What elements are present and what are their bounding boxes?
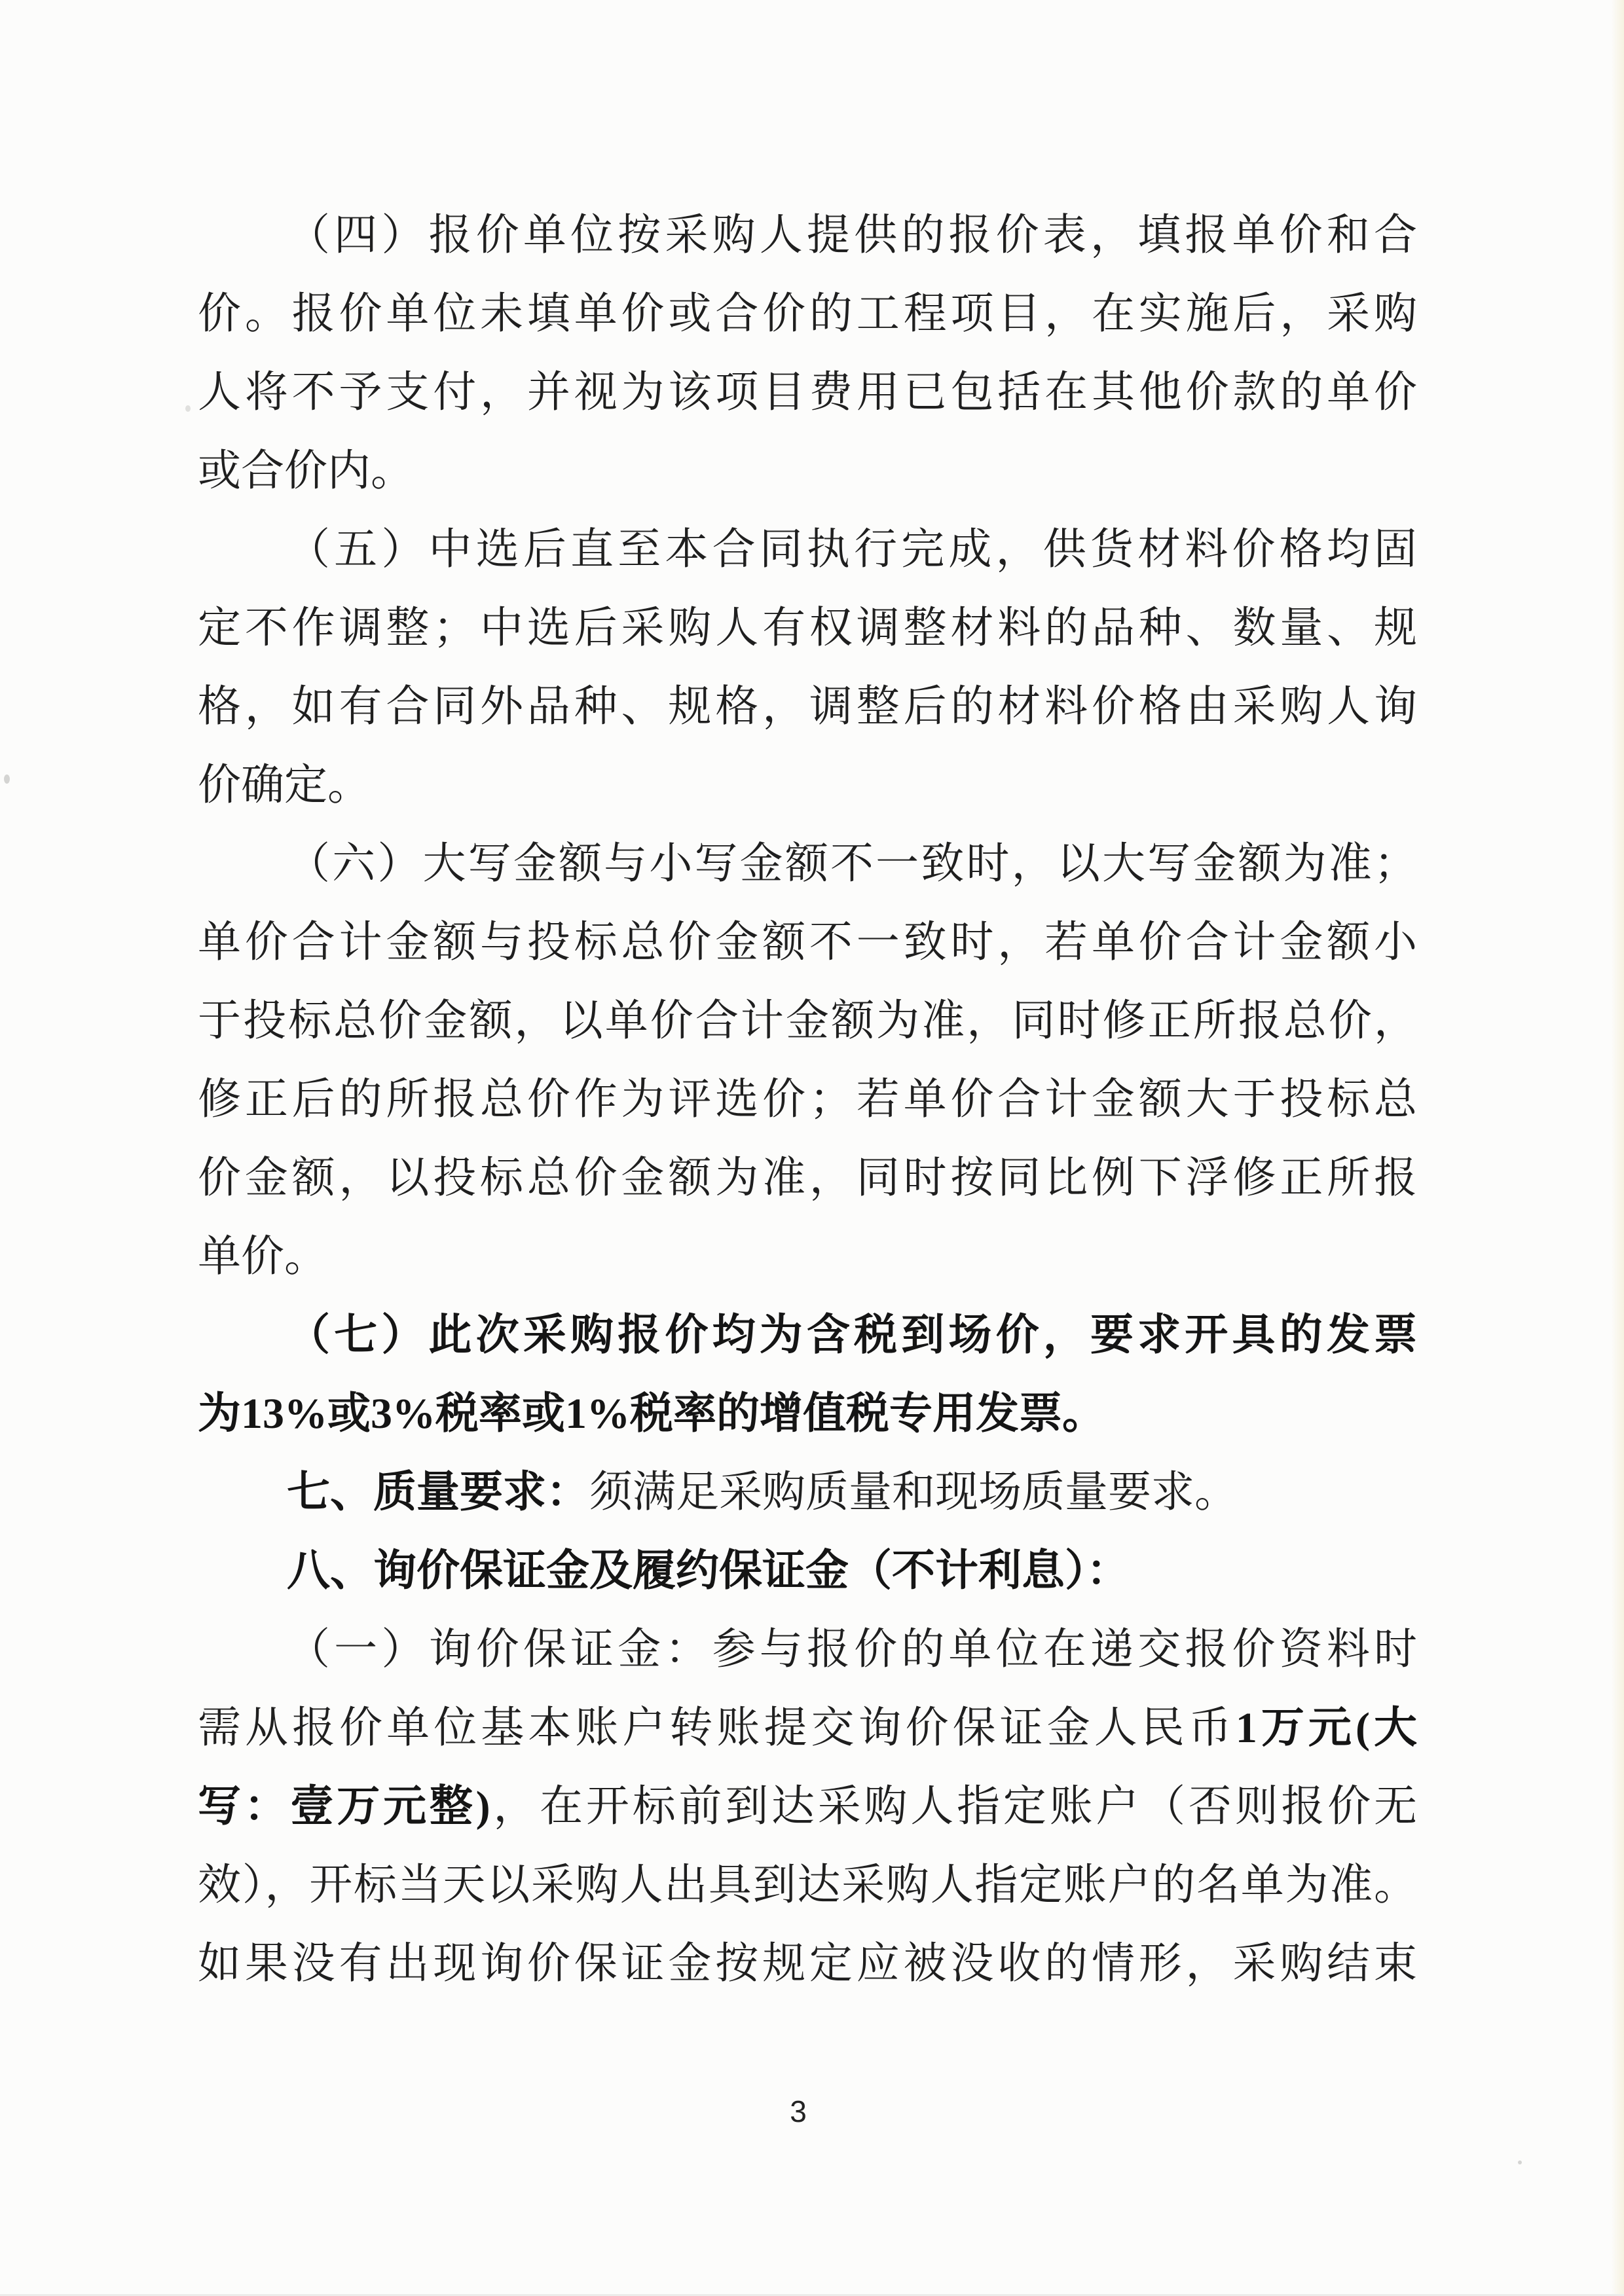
text-line [198,1218,1417,1296]
text-line [198,1846,1417,1925]
text-line [198,196,1417,275]
text-run: 修正后的所报总价作为评选价；若单价合计金额大于投标总 [198,1076,1417,1123]
scan-artifact [4,774,10,784]
text-line [198,1453,1417,1532]
page-number: 3 [790,2094,807,2128]
text-line [198,1061,1417,1139]
text-line [198,668,1417,746]
text-line [198,1768,1417,1846]
bold-text-run: 八、询价保证金及履约保证金（不计利息）： [287,1547,1130,1595]
scan-artifact [185,405,191,412]
text-line [198,432,1417,511]
text-run: 须满足采购质量和现场质量要求。 [589,1468,1238,1516]
text-run: 于投标总价金额，以单价合计金额为准，同时修正所报总价， [198,997,1417,1045]
text-run: 价金额，以投标总价金额为准，同时按同比例下浮修正所报 [198,1154,1417,1202]
scan-edge-tint [1611,0,1624,2296]
text-line [198,354,1417,432]
bold-text-run: 写：壹万元整) [198,1783,490,1831]
text-run: 价确定。 [198,761,371,809]
text-run: 需从报价单位基本账户转账提交询价保证金人民币 [198,1704,1236,1752]
text-run: 单价。 [198,1233,327,1281]
scan-artifact [1518,2160,1522,2164]
text-line [198,903,1417,982]
text-line [198,746,1417,825]
document-body [198,196,1417,2003]
text-line [198,589,1417,668]
text-line [198,511,1417,589]
text-line [198,1296,1417,1375]
text-run: （一）询价保证金：参与报价的单位在递交报价资料时 [287,1626,1417,1673]
bold-text-run: （七）此次采购报价均为含税到场价，要求开具的发票 [287,1311,1417,1359]
text-line [198,1925,1417,2003]
text-line [198,825,1417,903]
text-run: （四）报价单位按采购人提供的报价表，填报单价和合 [287,211,1417,259]
text-run: 如果没有出现询价保证金按规定应被没收的情形，采购结束 [198,1940,1417,1988]
text-run: （五）中选后直至本合同执行完成，供货材料价格均固 [287,526,1417,574]
text-line [198,1375,1417,1453]
text-line [198,1139,1417,1218]
text-run: （六）大写金额与小写金额不一致时，以大写金额为准； [287,840,1417,888]
text-line [198,982,1417,1061]
text-run: 或合价内。 [198,447,414,495]
bold-text-run: 七、质量要求： [287,1468,589,1516]
bold-text-run: 1万元(大 [1235,1704,1417,1752]
text-run: 单价合计金额与投标总价金额不一致时，若单价合计金额小 [198,919,1417,966]
text-line [198,275,1417,354]
text-run: 格，如有合同外品种、规格，调整后的材料价格由采购人询 [198,683,1417,731]
text-line [198,1689,1417,1768]
bold-text-run: 为13%或3%税率或1%税率的增值税专用发票。 [198,1390,1105,1438]
text-run: 人将不予支付，并视为该项目费用已包括在其他价款的单价 [198,369,1417,416]
text-run: 效），开标当天以采购人出具到达采购人指定账户的名单为准。 [198,1861,1417,1909]
text-run: ，在开标前到达采购人指定账户（否则报价无 [490,1783,1418,1831]
text-run: 定不作调整；中选后采购人有权调整材料的品种、数量、规 [198,604,1417,652]
text-line [198,1611,1417,1689]
text-line [198,1532,1417,1611]
text-run: 价。报价单位未填单价或合价的工程项目，在实施后，采购 [198,290,1417,338]
